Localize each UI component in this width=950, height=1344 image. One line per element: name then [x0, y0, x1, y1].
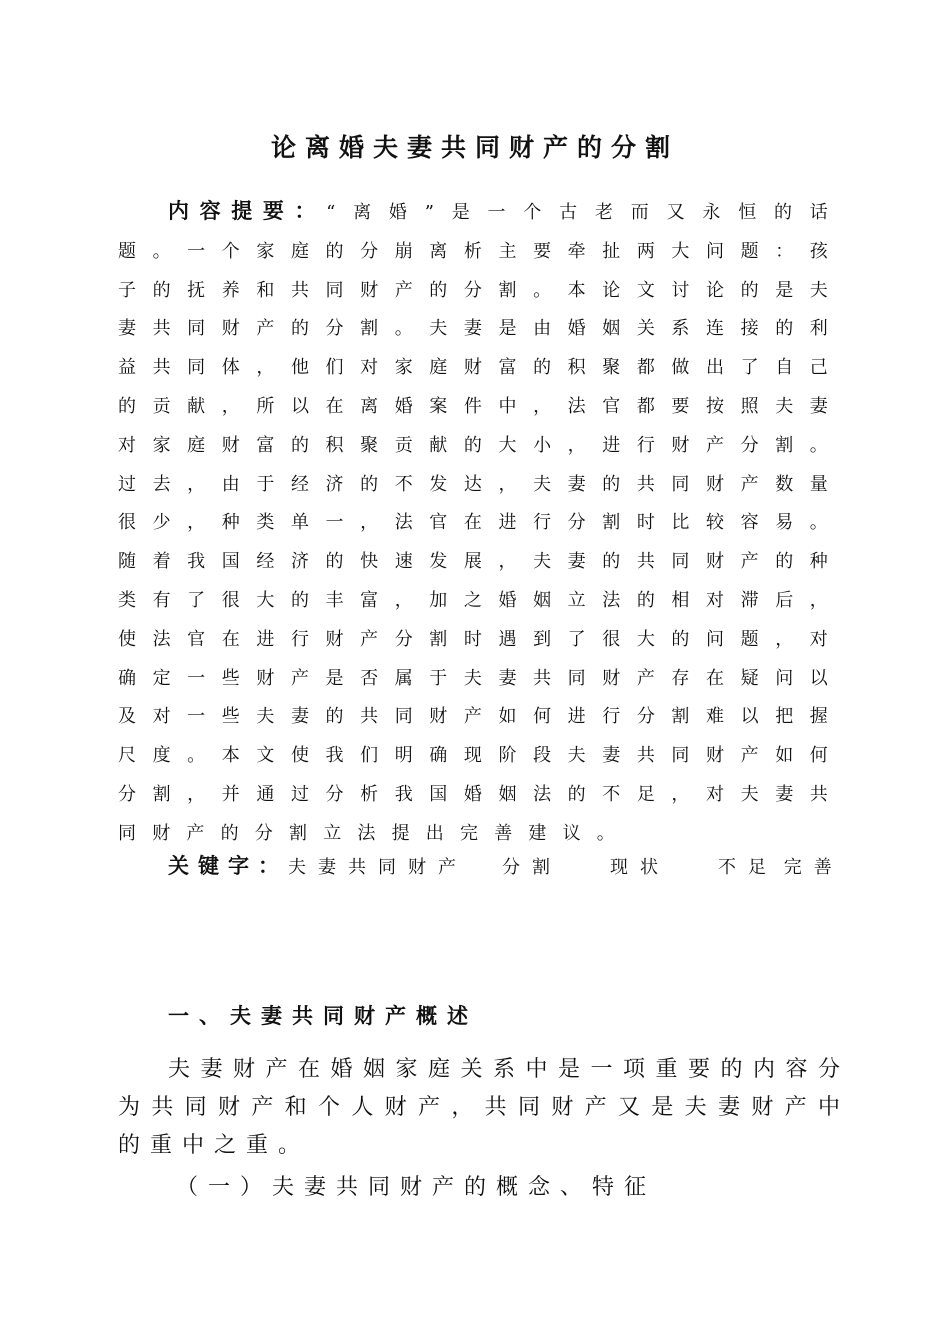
section-heading: 一、夫妻共同财产概述 [168, 1004, 478, 1028]
keyword-item: 完善 [783, 857, 844, 878]
keyword-item: 分割 [502, 857, 562, 878]
keywords-line [118, 847, 844, 888]
abstract-label: 内容提要： [168, 199, 327, 223]
keyword-item: 夫妻共同财产 [288, 857, 468, 878]
body-paragraph: 夫妻财产在婚姻家庭关系中是一项重要的内容分为共同财产和个人财产，共同财产又是夫妻财产中的重中之重。 [118, 1057, 850, 1158]
keyword-item: 不足 [718, 857, 778, 878]
abstract-text: “离婚”是一个古老而又永恒的话题。一个家庭的分崩离析主要牵扯两大问题：孩子的抚养和共同财产的分割。本论文讨论的是夫妻共同财产的分割。夫妻是由婚姻关系连接的利益共同体，他们对家庭财富的积聚都做出了自己的贡献，所以在离婚案件中，法官都要按照夫妻对家庭财富的积聚贡献的大小，进行财产分割。过去，由于经济的不发达，夫妻的共同财产数量很少，种类单一，法官在进行分割时比较容易。随着我国经济的快速发展，夫妻的共同财产的种类有了很大的丰富，加之婚姻立法的相对滞后，使法官在进行财产分割时遇到了很大的问题，对确定一些财产是否属于夫妻共同财产存在疑问以及对一些夫妻的共同财产如何进行分割难以把握尺度。本文使我们明确现阶段夫妻共同财产如何分割，并通过分析我国婚姻法的不足，对夫妻共同财产的分割立法提出完善建议。 [118, 202, 845, 844]
sub-heading: （一）夫妻共同财产的概念、特征 [176, 1175, 657, 1200]
keywords-label: 关键字： [168, 854, 288, 878]
document-title: 论离婚夫妻共同财产的分割 [270, 133, 679, 162]
abstract-paragraph [118, 192, 844, 854]
keyword-item: 现状 [610, 857, 670, 878]
